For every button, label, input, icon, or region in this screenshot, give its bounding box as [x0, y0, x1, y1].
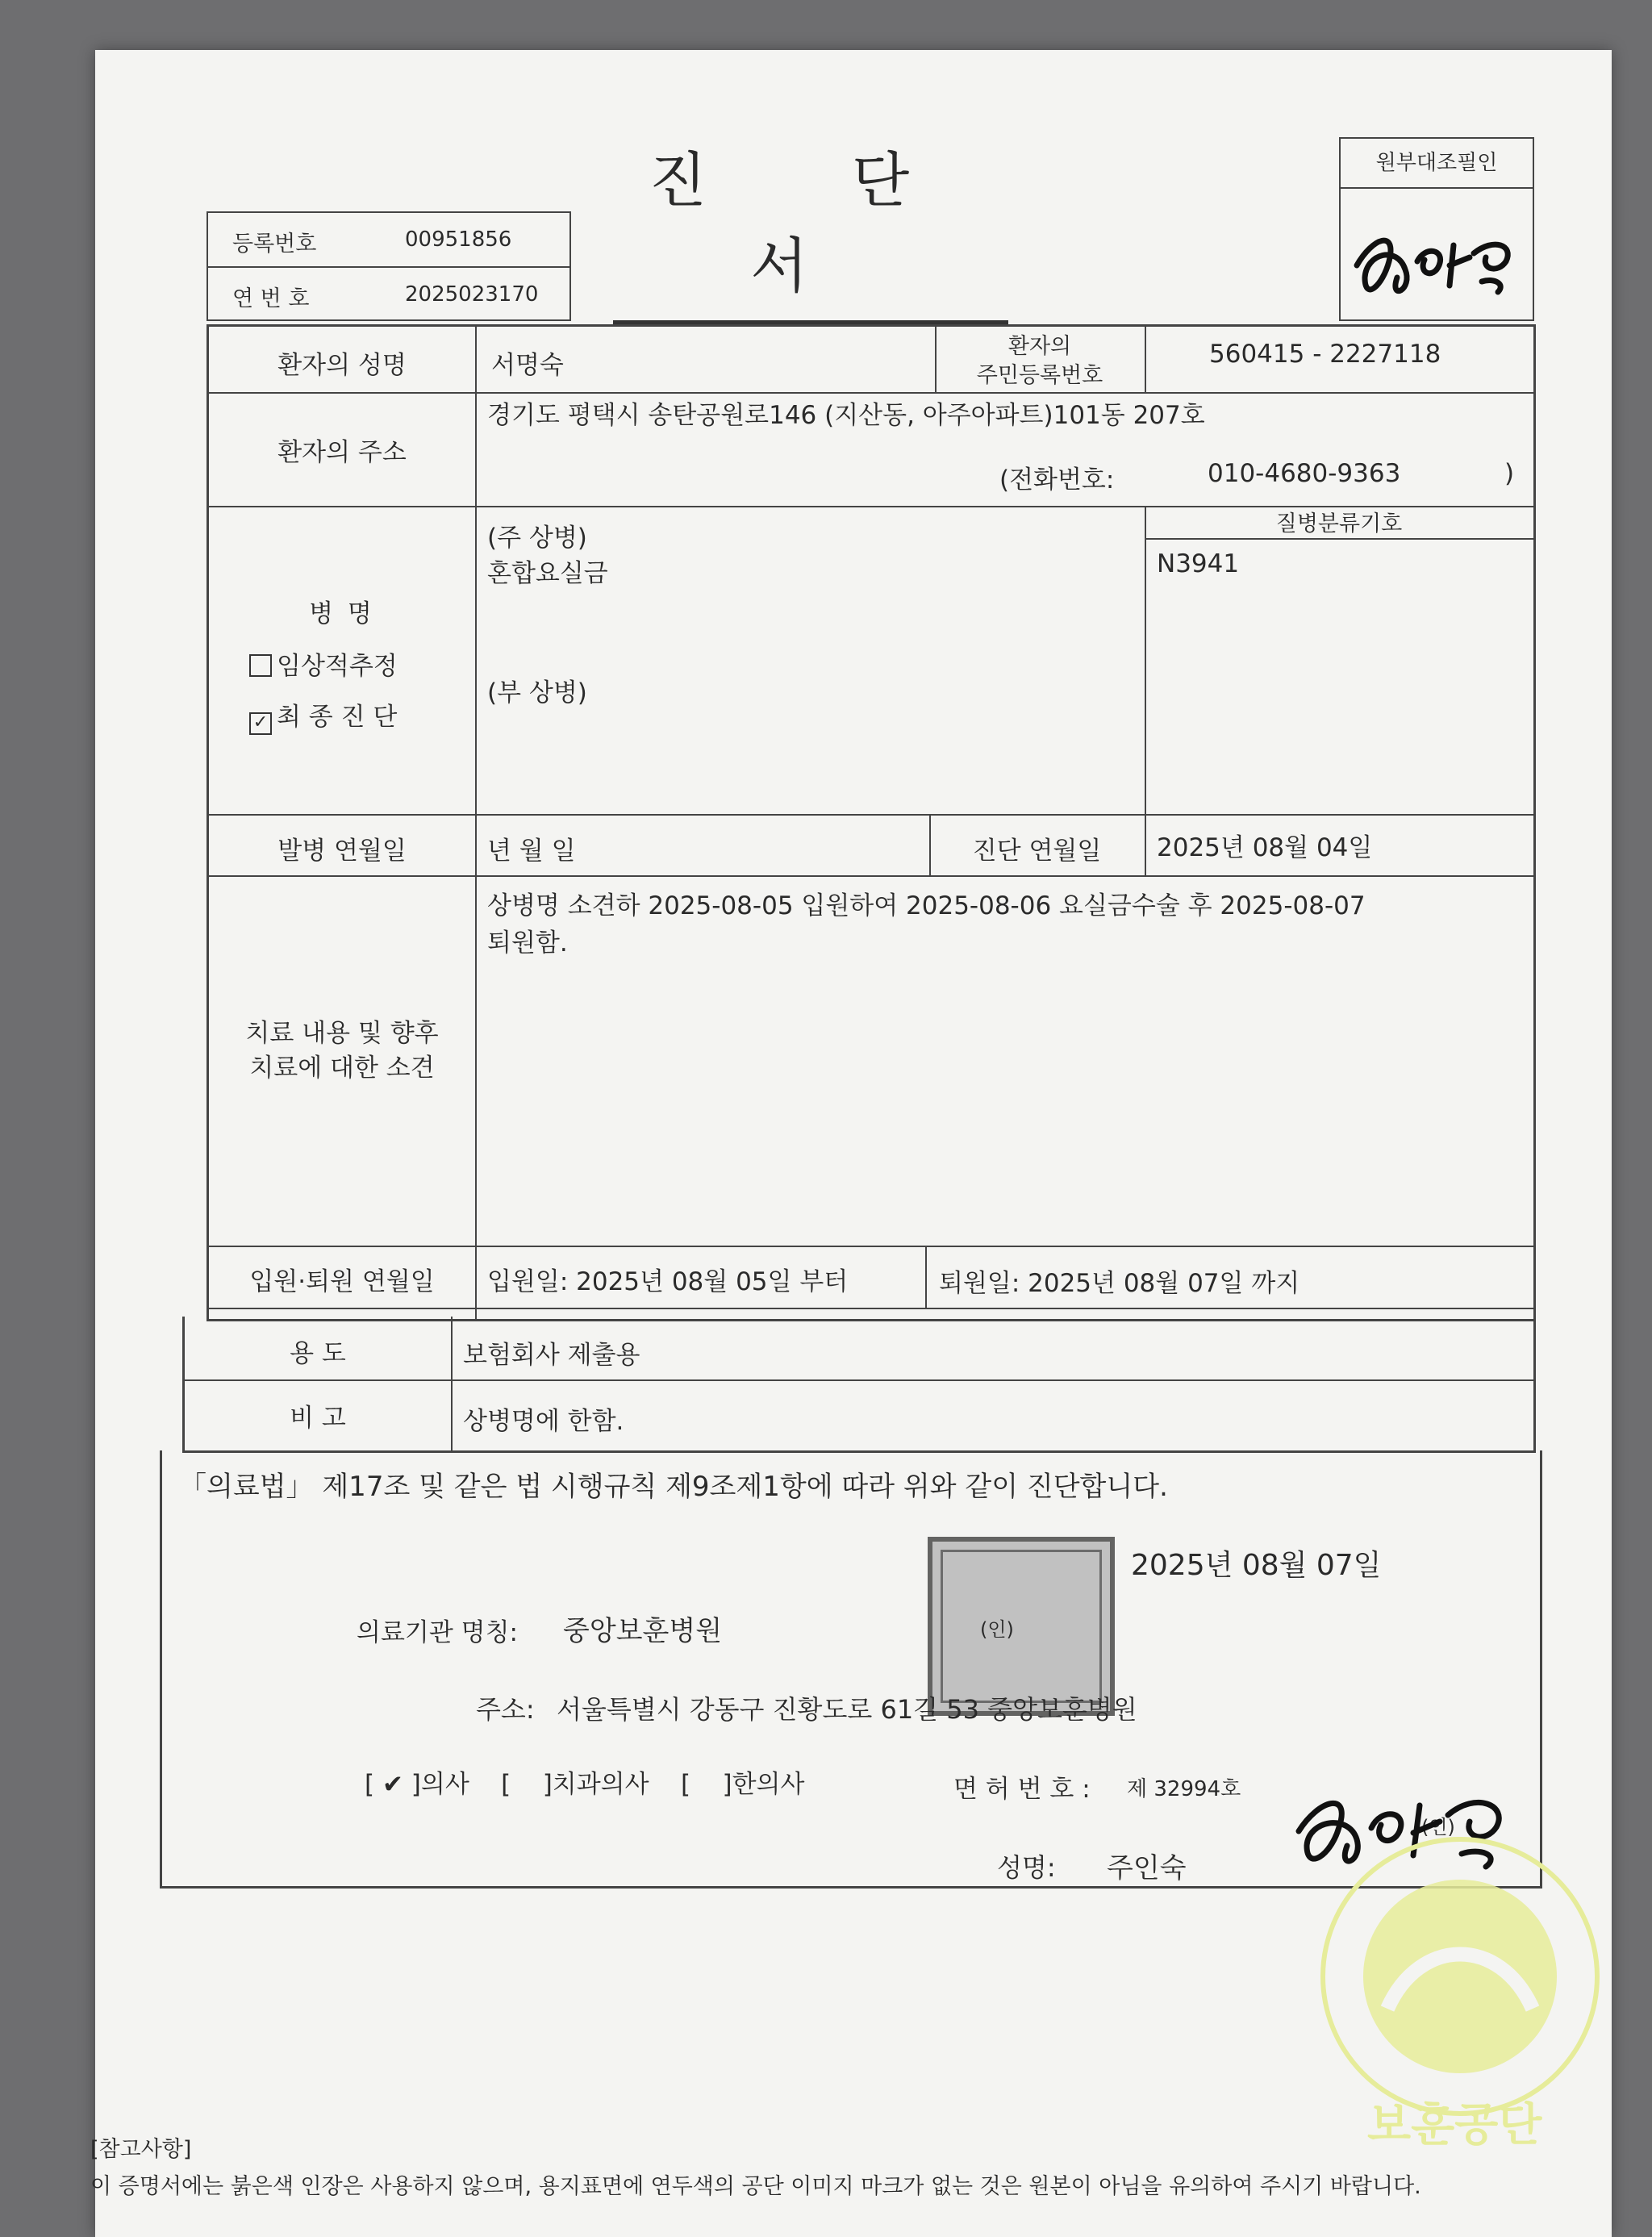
- registration-box: [206, 211, 571, 321]
- sub-diagnosis-label: (부 상병): [487, 678, 587, 707]
- diagnosis-table: [206, 324, 1536, 1321]
- serial-number-label: 연 번 호: [232, 286, 310, 311]
- legal-statement: 「의료법」 제17조 및 같은 법 시행규칙 제9조제1항에 따라 위와 같이 진단합니다.: [179, 1471, 1168, 1503]
- diagnosis-date-label: 진단 연월일: [972, 837, 1102, 866]
- final-diagnosis-option: [249, 696, 397, 735]
- institution-seal-mark: (인): [980, 1618, 1014, 1641]
- main-diagnosis: 혼합요실금: [487, 559, 608, 588]
- signer-label: 성명:: [997, 1852, 1056, 1883]
- rrn-label-line1: 환자의: [1007, 334, 1072, 359]
- diagnosis-label: 병 명: [309, 599, 375, 628]
- registration-number: 00951856: [405, 227, 512, 252]
- original-check-label: 원부대조필인: [1341, 139, 1533, 189]
- clinical-estimate-option: [249, 645, 398, 682]
- remarks-value: 상병명에 한함.: [463, 1407, 624, 1436]
- purpose-label: 용 도: [290, 1339, 346, 1368]
- note-title: [참고사항]: [90, 2137, 192, 2162]
- phone-label: (전화번호:: [999, 465, 1115, 495]
- clinical-estimate-label: 임상적추정: [277, 652, 398, 681]
- diagnosis-date: 2025년 08월 04일: [1157, 833, 1373, 862]
- watermark-text: 보훈공단: [1367, 2099, 1542, 2151]
- license-number: 제 32994호: [1127, 1777, 1241, 1801]
- reference-note: 이 증명서에는 붉은색 인장은 사용하지 않으며, 용지표면에 연두색의 공단 이미지 마크가 없는 것은 원본이 아님을 유의하여 주시기 바랍니다.: [90, 2174, 1421, 2199]
- doctor-type: [ ✔ ]의사 [ ]치과의사 [ ]한의사: [365, 1770, 805, 1799]
- rrn-label-line2: 주민등록번호: [976, 363, 1103, 388]
- institution-address: 서울특별시 강동구 진황도로 61길 53 중앙보훈병원: [557, 1694, 1137, 1725]
- license-label: 면 허 번 호 :: [953, 1775, 1091, 1804]
- purpose-remarks-table: [182, 1317, 1536, 1453]
- disease-code-label: 질병분류기호: [1275, 511, 1403, 536]
- onset-date-label: 발병 연월일: [277, 837, 407, 866]
- signer-name: 주인숙: [1107, 1852, 1187, 1884]
- main-diagnosis-label: (주 상병): [487, 524, 587, 553]
- institution-address-label: 주소:: [476, 1694, 535, 1725]
- institution-name: 중앙보훈병원: [563, 1615, 723, 1647]
- resident-registration-number: 560415 - 2227118: [1209, 340, 1441, 369]
- admission-label: 입원·퇴원 연월일: [249, 1267, 435, 1296]
- patient-name: 서명숙: [491, 351, 564, 380]
- registration-row: [208, 213, 569, 266]
- patient-address-label: 환자의 주소: [277, 438, 407, 467]
- institution-label: 의료기관 명칭:: [357, 1618, 518, 1647]
- document-title: 진 단 서: [613, 133, 1008, 324]
- remarks-label: 비 고: [290, 1404, 346, 1433]
- purpose-value: 보험회사 제출용: [463, 1341, 640, 1370]
- sign-mark: (인): [1421, 1816, 1455, 1838]
- discharge-date: 퇴원일: 2025년 08월 07일 까지: [939, 1269, 1300, 1298]
- treatment-label-line1: 치료 내용 및 향후: [245, 1019, 439, 1048]
- admission-date: 입원일: 2025년 08월 05일 부터: [487, 1267, 849, 1296]
- disease-code: N3941: [1157, 549, 1240, 578]
- registration-number-label: 등록번호: [232, 232, 317, 257]
- original-check-box: [1339, 137, 1534, 321]
- treatment-label-line2: 치료에 대한 소견: [249, 1054, 435, 1083]
- onset-date: 년 월 일: [487, 837, 576, 866]
- serial-number: 2025023170: [405, 282, 539, 307]
- phone-number: 010-4680-9363: [1208, 459, 1401, 488]
- patient-address: 경기도 평택시 송탄공원로146 (지산동, 아주아파트)101동 207호: [487, 401, 1205, 430]
- phone-close: ): [1504, 459, 1515, 488]
- final-diagnosis-checkbox: ✓: [249, 712, 272, 735]
- treatment-line-2: 퇴원함.: [487, 929, 568, 958]
- treatment-line-1: 상병명 소견하 2025-08-05 입원하여 2025-08-06 요실금수술 후 2025-08-07: [487, 891, 1366, 920]
- serial-row: [208, 266, 569, 321]
- check-signature-icon: [1341, 189, 1529, 318]
- patient-name-label: 환자의 성명: [277, 351, 407, 380]
- final-diagnosis-label: 최 종 진 단: [277, 703, 398, 732]
- issue-date: 2025년 08월 07일: [1131, 1549, 1382, 1582]
- clinical-estimate-checkbox: [249, 654, 272, 677]
